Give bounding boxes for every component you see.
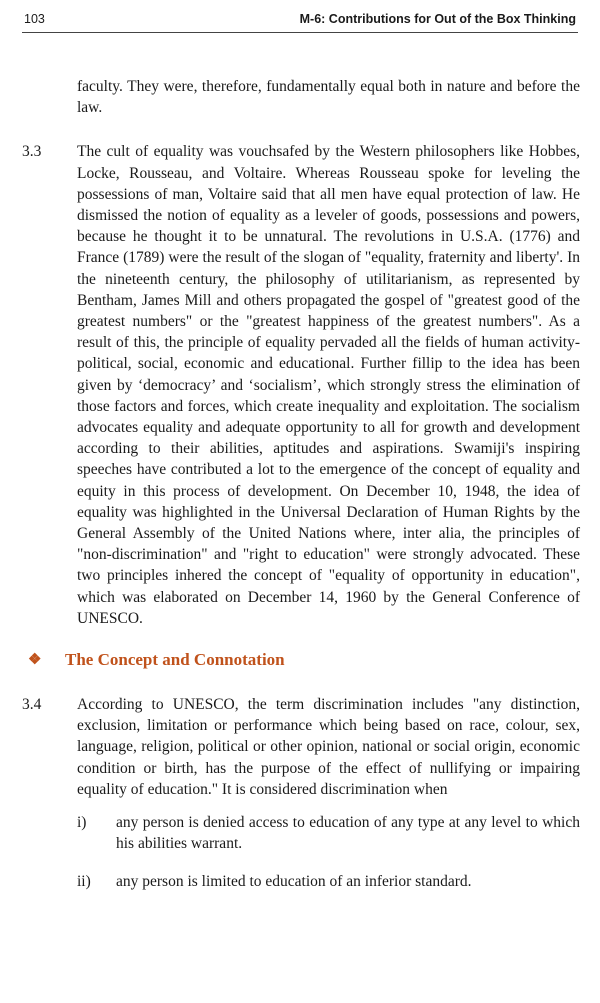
running-title: M-6: Contributions for Out of the Box Thinking	[299, 12, 576, 26]
list-marker: ii)	[77, 872, 91, 890]
list-item-text: any person is denied access to education of any type at any level to which his abilities warrant.	[116, 814, 580, 853]
page-number: 103	[24, 12, 45, 26]
paragraph-number: 3.4	[22, 696, 42, 714]
paragraph-text: According to UNESCO, the term discrimination includes "any distinction, exclusion, limitation or performance which being based on race, colour, sex, language, religion, political or other opinion, national or social origin, economic condition or birth, has the purpose of the effect of nullifying or impairing equality of education." It is considered discrimination when	[77, 696, 580, 798]
page-body	[22, 76, 582, 892]
section-heading	[22, 648, 582, 676]
paragraph-number: 3.3	[22, 143, 42, 161]
page-header	[22, 10, 578, 33]
continued-paragraph	[22, 76, 582, 118]
paragraph-3-4	[22, 694, 582, 800]
list-marker: i)	[77, 814, 87, 832]
list-item	[22, 812, 582, 854]
diamond-bullet-icon: ❖	[28, 652, 42, 669]
continued-paragraph-text: faculty. They were, therefore, fundamentally equal both in nature and before the law.	[77, 78, 580, 117]
paragraph-3-3	[22, 141, 582, 629]
list-item	[22, 871, 582, 892]
paragraph-text: The cult of equality was vouchsafed by the Western philosophers like Hobbes, Locke, Rousseau, and Voltaire. Whereas Rousseau spoke for leveling the possessions of man, Voltaire said that all men have equal protection of law. He dismissed the notion of equality as a leveler of goods, possessions and powers, because he thought it to be unnatural. The revolutions in U.S.A. (1776) and France (1789) were the result of the slogan of "equality, fraternity and liberty'. In the nineteenth century, the philosophy of utilitarianism, as represented by Bentham, James Mill and others propagated the gospel of "greatest good of the greatest numbers" or the "greatest happiness of the greatest numbers". As a result of this, the principle of equality pervaded all the fields of human activity-political, social, economic and educational. Further fillip to the idea has been given by ‘democracy’ and ‘socialism’, which strongly stress the elimination of those factors and forces, which create inequality and exploitation. The socialism advocates equality and adequate opportunity to all for growth and development according to their abilities, aptitudes and aspirations. Swamiji's inspiring speeches have contributed a lot to the emergence of the concept of equality and equity in this process of development. On December 10, 1948, the idea of equality was highlighted in the Universal Declaration of Human Rights by the General Assembly of the United Nations where, inter alia, the principles of "non-discrimination" and "right to education" were strongly advocated. These two principles inhered the concept of "equality of opportunity in education", which was elaborated on December 14, 1960 by the General Conference of UNESCO.	[77, 143, 580, 627]
section-heading-text: The Concept and Connotation	[65, 650, 285, 670]
list-item-text: any person is limited to education of an inferior standard.	[116, 872, 472, 890]
